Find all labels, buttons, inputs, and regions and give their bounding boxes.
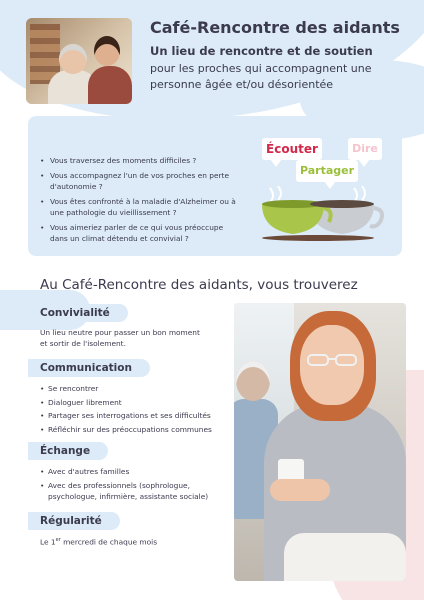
list-item: • Vous aimeriez parler de ce qui vous préoccupe dans un climat détendu et convivial ?	[40, 222, 240, 244]
list-item: • Avec des professionnels (sophrologue, psychologue, infirmière, assistante sociale)	[40, 480, 225, 502]
list-item: • Réfléchir sur des préoccupations communes	[40, 424, 240, 435]
elderly-woman-figure	[59, 44, 87, 74]
senior-woman-photo	[234, 303, 406, 581]
page-subtitle: Un lieu de rencontre et de soutien	[150, 44, 373, 58]
section-title: Au Café-Rencontre des aidants, vous trouverez	[40, 277, 358, 293]
regularite-text: Le 1er mercredi de chaque mois	[40, 537, 158, 547]
label-convivialite: Convivialité	[28, 304, 128, 322]
communication-list	[40, 383, 240, 437]
bubble-tail-icon	[358, 159, 370, 167]
list-item: • Se rencontrer	[40, 383, 240, 394]
elderly-man-figure	[236, 361, 270, 401]
label-echange: Échange	[28, 442, 108, 460]
list-item: • Avec d'autres familles	[40, 466, 225, 477]
bubble-partager: Partager	[296, 160, 358, 182]
young-woman-figure	[94, 36, 120, 66]
bubble-ecouter: Écouter	[262, 138, 322, 160]
bubble-dire: Dire	[348, 138, 382, 160]
list-item: • Partager ses interrogations et ses difficultés	[40, 410, 240, 421]
echange-list	[40, 466, 225, 504]
convivialite-text: Un lieu neutre pour passer un bon moment et sortir de l'isolement.	[40, 328, 200, 348]
questions-list	[40, 155, 240, 248]
page-title: Café-Rencontre des aidants	[150, 18, 400, 37]
glasses-icon	[304, 353, 360, 367]
page-description: pour les proches qui accompagnent une personne âgée et/ou désorientée	[150, 62, 372, 91]
bubble-tail-icon	[270, 159, 282, 167]
list-item: • Vous traversez des moments difficiles ?	[40, 155, 240, 166]
coffee-cups-icon	[258, 186, 388, 246]
label-communication: Communication	[28, 359, 150, 377]
label-regularite: Régularité	[28, 512, 120, 530]
list-item: • Vous accompagnez l'un de vos proches en perte d'autonomie ?	[40, 170, 240, 192]
list-item: • Vous êtes confronté à la maladie d'Alzheimer ou à une pathologie du vieillissement ?	[40, 196, 240, 218]
header-photo	[26, 18, 132, 104]
list-item: • Dialoguer librement	[40, 397, 240, 408]
